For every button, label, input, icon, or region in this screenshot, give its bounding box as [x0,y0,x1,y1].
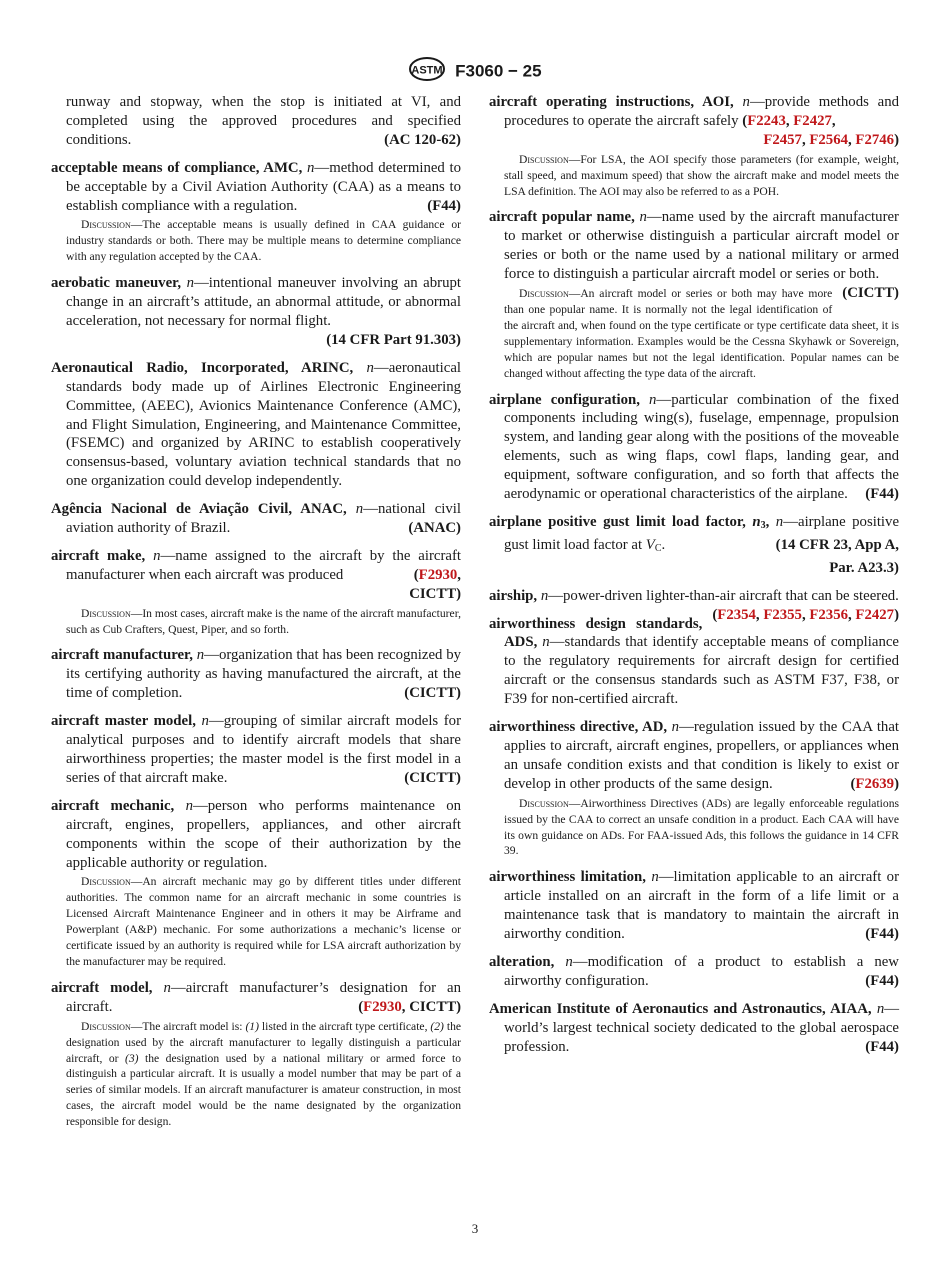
term: aircraft operating instructions, AOI, [489,94,734,110]
term: aerobatic maneuver, [51,275,182,292]
definition-airship: airship, n—power-driven lighter-than-air aircraft that can be steered. (F2354, F2355, F2356, F2427) [489,587,899,623]
term: alteration, [489,953,555,970]
standard-link[interactable]: F2746 [855,131,895,148]
definition-airworthiness-directive: airworthiness directive, AD, n—regulation issued by the CAA that applies to aircraft, aircraft engines, propellers, or appliances when an unsafe condition exists and that condition is likely to exist or develop in other products of the same design. (F2639) Discussion—Airworthiness Directives (ADs) are legally enforceable regulations issued by the CAA to correct an unsafe condition in a product. Each CAA will have its own guidance on ADs. For FAA-issued Ads, this follows the guidance in 14 CFR 39. [489,719,900,858]
page-header [0,56,950,87]
term: aircraft popular name, [489,209,635,226]
term: aircraft manufacturer, [51,647,193,664]
definition-aiaa: American Institute of Aeronautics and Astronautics, AIAA, n—world’s largest technical society dedicated to the global aerospace profession. (F44) [489,1000,900,1055]
standard-link[interactable]: F2354 [717,606,756,623]
definition-aircraft-popular-name: aircraft popular name, n—name used by the aircraft manufacturer to market or otherwise distinguish a particular aircraft model or series or both or the name used by a national military or armed force to distinguish a particular aircraft model or series or both. (CICTT) Discussion—An aircraft model or series or both may have more than one popular name. It is normally not the legal identification of the aircraft and, when found on the type certificate or type certificate data sheet, it is supplementary information. Examples would be the Cessna Skyhawk or Sovereign, which are popular names but not the legal identification. Popular names can be changed without affecting the type data of the aircraft. [489,209,899,380]
standard-link[interactable]: F2355 [763,606,802,623]
term: aircraft model, [51,979,153,996]
term: aircraft make, [51,547,146,564]
discussion-note: Discussion—The aircraft model is: (1) listed in the aircraft type certificate, (2) the designation used by the aircraft manufacturer to legally distinguish a particular aircraft, or (3) the designation used by a national military or armed force to distinguish a particular aircraft. It is usually a model number that may be part of a series of similar models. If an aircraft manufacturer is amateur construction, in most cases, the aircraft model would be the name designated by the organization responsible for design. [66,1019,462,1129]
discussion-note: Discussion—For LSA, the AOI specify those parameters (for example, weight, stall speed, and maximum speed) that show the aircraft make and model meets the LSA definition. The AOI may also be referred to as a POH. [504,152,899,198]
term: Aeronautical Radio, Incorporated, ARINC, [51,359,354,376]
definition-alteration: alteration, n—modification of a product to establish a new airworthy configuration. (F44) [489,953,899,989]
definition-aircraft-manufacturer: aircraft manufacturer, n—organization that has been recognized by its certifying authority as having manufactured the aircraft, at the time of completion. (CICTT) [51,647,461,702]
definition-aerobatic-maneuver: aerobatic maneuver, n—intentional maneuver involving an abrupt change in an aircraft’s attitude, an abnormal attitude, or abnormal acceleration, not necessary for normal flight. (14 CFR Part 91.303) [51,275,461,348]
definition-aircraft-model: aircraft model, n—aircraft manufacturer’s designation for an aircraft. (F2930, CICTT) Discussion—The aircraft model is: (1) listed in the aircraft type certificate, (2) the designation used by the aircraft manufacturer to legally distinguish a particular aircraft, or (3) the designation used by a national military or armed force to distinguish a particular aircraft. It is usually a model number that may be part of a series of similar models. If an aircraft manufacturer is amateur construction, in most cases, the aircraft model would be the name designated by the organization responsible for design. [51,979,462,1129]
term: airworthiness design standards, ADS, [489,615,703,651]
astm-logo-icon [408,56,446,87]
term: acceptable means of compliance, AMC, [51,159,303,176]
standard-link[interactable]: F2930 [363,998,402,1015]
definition-arinc: Aeronautical Radio, Incorporated, ARINC, n—aeronautical standards body made up of Airlines Electronic Engineering Committee, (AEEC), Avionics Maintenance Conference (AMC), and Flight Simulation, Engineering, and Maintenance Committee, (FSEMC) and organized by ARINC to establish cooperatively consensus-based, voluntary aviation technical standards that no one organization could develop independently. [51,359,461,490]
definition-airplane-configuration: airplane configuration, n—particular combination of the fixed components including wing(s), fuselage, empennage, propulsion system, and landing gear along with the positions of the moveable elements, such as wing flaps, cowl flaps, landing gear, and equipment, software configuration, and so forth that affects the aerodynamic or operational characteristics of the airplane. (F44) [489,391,899,503]
standard-link[interactable]: F2639 [855,775,895,792]
discussion-note: Discussion—An aircraft model or series or both may have more than one popular name. It is normally not the legal identification of the aircraft and, when found on the type certificate or type certificate data sheet, it is supplementary information. Examples would be the Cessna Skyhawk or Sovereign, which are popular names but not the legal identification. Popular names can be changed without affecting the type data of the aircraft. [504,287,899,380]
definition-aircraft-mechanic: aircraft mechanic, n—person who performs maintenance on aircraft, engines, propellers, appliances, and other aircraft components within the scope of their authorization by the applicable authority or regulation. Discussion—An aircraft mechanic may go by different titles under different authorities. The common name for an aircraft mechanic in some countries is Licensed Aircraft Maintenance Engineer and in others it may be Airframe and Powerplant (A&P) mechanic. For some authorizations a mechanic’s license or certificate issued by an authority is required while for LSA aircraft authorization by the manufacturer may be required. [51,797,462,968]
standard-link[interactable]: F2356 [809,606,849,623]
term: airplane configuration, [489,391,640,408]
definition-airworthiness-limitation: airworthiness limitation, n—limitation applicable to an aircraft or article installed on an aircraft in the form of a life limit or a maintenance task that is mandatory to maintain the aircraft in airworthy condition. (F44) [489,869,899,943]
definition-gust-limit-load-factor: airplane positive gust limit load factor, $n_3$, n—airplane positive gust limit load factor at $V_C$. (14 CFR 23, App A, Par. A23.3) [489,513,900,576]
discussion-note: Discussion—The acceptable means is usually defined in CAA guidance or industry standards or both. There may be multiple means to determine compliance with any regulation accepted by the CAA. [66,218,461,264]
definition-aircraft-make: aircraft make, n—name assigned to the aircraft by the aircraft manufacturer when each aircraft was produced (F2930, CICTT) Discussion—In most cases, aircraft make is the name of the aircraft manufacturer, such as Cub Crafters, Quest, Piper, and so forth. [51,547,461,636]
term: aircraft mechanic, [51,797,175,814]
term: airplane positive gust limit load factor, [489,513,746,530]
standard-link[interactable]: F2243 [747,112,786,129]
definition-aoi: aircraft operating instructions, AOI, n—provide methods and procedures to operate the aircraft safely (F2243, F2427, F2457, F2564, F2746) Discussion—For LSA, the AOI specify those parameters (for example, weight, stall speed, and maximum speed) that show the aircraft make and model meets the LSA definition. The AOI may also be referred to as a POH. [489,94,900,198]
left-column [51,93,461,1139]
definition-continuation: runway and stopway, when the stop is initiated at VI, and completed using the approved procedures and specified conditions. (AC 120-62) [66,94,461,148]
term: aircraft master model, [51,713,196,730]
standard-designation: F3060 − 25 [455,61,542,81]
discussion-note: Discussion—In most cases, aircraft make is the name of the aircraft manufacturer, such as Cub Crafters, Quest, Piper, and so forth. [66,606,461,636]
page-number: 3 [471,1221,479,1236]
definition-aircraft-master-model: aircraft master model, n—grouping of similar aircraft models for analytical purposes and to identify aircraft models that share airworthiness properties; the master model is the first model in a series of that aircraft make. (CICTT) [51,713,461,786]
term: airship, [489,587,538,604]
standard-link[interactable]: F2457 [763,131,802,148]
term: airworthiness directive, AD, [489,719,668,736]
definition-ads: airworthiness design standards, ADS, n—standards that identify acceptable means of compliance to the regulatory requirements for aircraft design for certified aircraft or the consensus standards such as ASTM F37, F38, or F39 for non-certified aircraft. [489,615,899,708]
term: Agência Nacional de Aviação Civil, ANAC, [51,501,347,518]
svg-text:ASTM: ASTM [411,64,443,77]
standard-link[interactable]: F2564 [809,131,849,148]
term: American Institute of Aeronautics and Astronautics, AIAA, [489,1000,872,1017]
standard-link[interactable]: F2930 [418,566,458,583]
right-column [489,93,899,1066]
term: airworthiness limitation, [489,869,646,886]
standard-link[interactable]: F2427 [793,112,832,129]
discussion-note: Discussion—Airworthiness Directives (ADs) are legally enforceable regulations issued by the CAA to correct an unsafe condition in a product. Each CAA will have its own guidance on ADs. For FAA-issued Ads, this follows the guidance in 14 CFR 39. [504,796,899,858]
standard-link[interactable]: F2427 [855,606,895,623]
definition-amc: acceptable means of compliance, AMC, n—method determined to be acceptable by a Civil Aviation Authority (CAA) as a means to establish compliance with a regulation. (F44) Discussion—The acceptable means is usually defined in CAA guidance or industry standards or both. There may be multiple means to determine compliance with any regulation accepted by the CAA. [51,159,461,264]
discussion-note: Discussion—An aircraft mechanic may go by different titles under different authorities. The common name for an aircraft mechanic in some countries is Licensed Aircraft Maintenance Engineer and in others it may be Airframe and Powerplant (A&P) mechanic. For some authorizations a mechanic’s license or certificate issued by an authority is required while for LSA aircraft authorization by the manufacturer may be required. [66,875,461,968]
definition-anac: Agência Nacional de Aviação Civil, ANAC, n—national civil aviation authority of Brazil. (ANAC) [51,501,462,537]
